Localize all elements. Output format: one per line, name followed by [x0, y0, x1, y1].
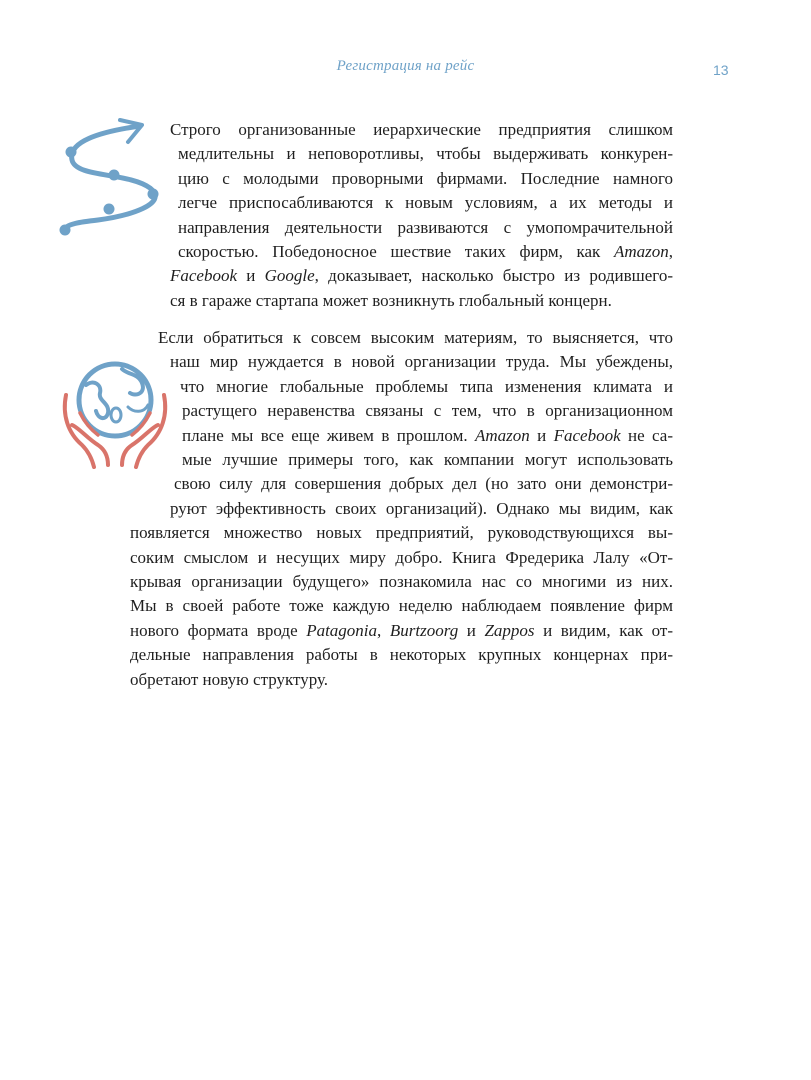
text-fragment: медлительны и неповоротливы, чтобы выдерживать конкурен-: [178, 144, 673, 164]
text-line: [178, 240, 673, 264]
text-fragment: плане мы все еще живем в прошлом.: [182, 425, 475, 445]
text-fragment: ся в гараже стартапа может возникнуть глобальный концерн.: [170, 290, 612, 310]
text-line: [170, 118, 673, 142]
italic-fragment: Burtzoorg: [389, 620, 459, 640]
text-line: [170, 264, 673, 288]
text-fragment: руют эффективность своих организаций). Однако мы видим, как: [170, 498, 673, 518]
italic-fragment: Facebook: [553, 425, 621, 445]
text-fragment: и: [529, 425, 554, 445]
text-line: [170, 289, 673, 313]
italic-fragment: Amazon: [613, 242, 669, 261]
text-fragment: свою силу для совершения добрых дел (но зато они демонстри-: [174, 474, 673, 494]
text-fragment: соким смыслом и несущих миру добро. Книга Фредерика Лалу «От-: [130, 547, 673, 567]
text-fragment: направления деятельности развиваются с умопомрачительной: [178, 217, 673, 237]
text-line: [130, 619, 673, 643]
text-fragment: и: [458, 620, 485, 640]
italic-fragment: Google: [264, 266, 315, 286]
text-line: [170, 350, 673, 374]
text-fragment: мые лучшие примеры того, как компании могут использовать: [182, 450, 673, 469]
s-curve-arrow-icon: [58, 112, 168, 242]
text-fragment: легче приспосабливаются к новым условиям, а их методы и: [178, 193, 673, 213]
text-line: [130, 570, 673, 594]
text-line: [130, 594, 673, 618]
text-fragment: растущего неравенства связаны с тем, что в организационном: [182, 401, 673, 421]
text-fragment: дельные направления работы в некоторых крупных концернах при-: [130, 645, 673, 665]
text-line: [178, 191, 673, 215]
text-fragment: Если обратиться к совсем высоким материям, то выясняется, что: [158, 328, 673, 347]
text-line: [178, 216, 673, 240]
text-fragment: скоростью. Победоносное шествие таких фирм, как: [178, 242, 614, 261]
italic-fragment: Facebook: [170, 266, 238, 286]
text-fragment: цию с молодыми проворными фирмами. Последние намного: [178, 168, 673, 188]
text-line: [130, 668, 673, 692]
text-line: [178, 142, 673, 166]
text-fragment: что многие глобальные проблемы типа изменения климата и: [180, 376, 673, 396]
text-fragment: наш мир нуждается в новой организации труда. Мы убеждены,: [170, 352, 673, 372]
text-line: [174, 472, 673, 496]
running-head: Регистрация на рейс: [336, 58, 475, 74]
text-fragment: и видим, как от-: [534, 620, 673, 640]
text-line: [182, 448, 673, 472]
text-fragment: нового формата вроде: [130, 620, 307, 640]
text-fragment: обретают новую структуру.: [130, 669, 329, 689]
text-line: [170, 497, 673, 521]
text-fragment: появляется множество новых предприятий, руководствующихся вы-: [130, 523, 673, 543]
page-number: 13: [713, 62, 729, 78]
text-line: [182, 399, 673, 423]
text-fragment: не са-: [620, 425, 673, 445]
text-fragment: ,: [377, 620, 390, 640]
italic-fragment: Amazon: [474, 425, 530, 445]
text-line: [130, 643, 673, 667]
text-fragment: ,: [668, 242, 673, 261]
text-line: [130, 521, 673, 545]
text-fragment: крывая организации будущего» познакомила нас со многими из них.: [130, 572, 673, 591]
text-line: [130, 546, 673, 570]
text-line: [158, 326, 673, 350]
italic-fragment: Patagonia: [306, 620, 378, 640]
text-line: [182, 424, 673, 448]
text-fragment: , доказывает, насколько быстро из родившего-: [314, 266, 673, 286]
globe-in-hands-icon: [58, 355, 174, 473]
italic-fragment: Zappos: [484, 620, 535, 640]
text-line: [180, 375, 673, 399]
text-fragment: и: [237, 266, 265, 286]
text-fragment: Строго организованные иерархические предприятия слишком: [170, 120, 673, 139]
text-fragment: Мы в своей работе тоже каждую неделю наблюдаем появление фирм: [130, 596, 673, 616]
text-line: [178, 167, 673, 191]
